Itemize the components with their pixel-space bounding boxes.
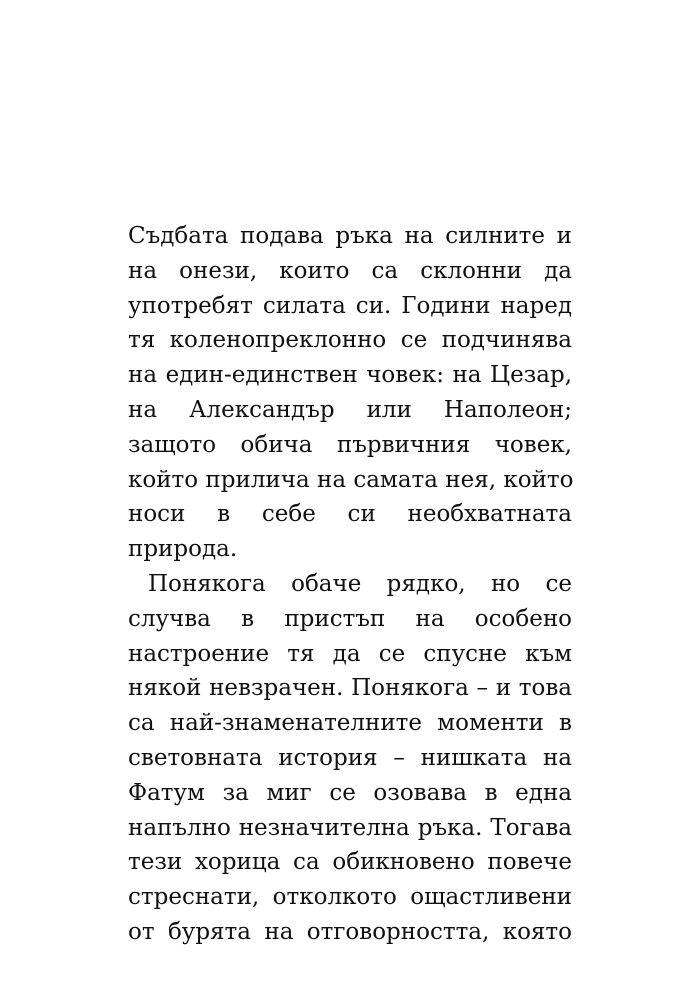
text-line: тези хорица са обикновено повече (128, 849, 572, 876)
text-line: някой невзрачен. Понякога – и това (128, 675, 572, 702)
text-line: случва в пристъп на особено (128, 605, 572, 632)
text-line: защото обича първичния човек, (128, 431, 572, 458)
text-line: природа. (128, 536, 238, 563)
text-line: от бурята на отговорността, която (128, 918, 572, 945)
text-line: Фатум за миг се озовава в една (128, 779, 572, 806)
text-line: тя коленопреклонно се подчинява (128, 327, 572, 354)
paragraph-1 (128, 219, 572, 567)
text-line: на един-единствен човек: на Цезар, (128, 362, 572, 389)
text-line: носи в себе си необхватната (128, 501, 572, 528)
text-line: световната история – нишката на (128, 744, 572, 771)
text-line: са най-знаменателните моменти в (128, 710, 572, 737)
text-line: на Александър или Наполеон; (128, 396, 572, 423)
text-line: Понякога обаче рядко, но се (148, 570, 572, 597)
paragraph-2 (128, 567, 572, 950)
text-line: Съдбата подава ръка на силните и (128, 223, 572, 249)
text-line: на онези, които са склонни да (128, 257, 572, 284)
body-text (128, 219, 572, 950)
text-line: стреснати, отколкото ощастливени (128, 884, 572, 911)
text-line: напълно незначителна ръка. Тогава (128, 814, 572, 841)
text-line: настроение тя да се спусне към (128, 640, 572, 667)
text-line: употребят силата си. Години наред (128, 292, 572, 319)
text-line: който прилича на самата нея, който (128, 466, 574, 493)
